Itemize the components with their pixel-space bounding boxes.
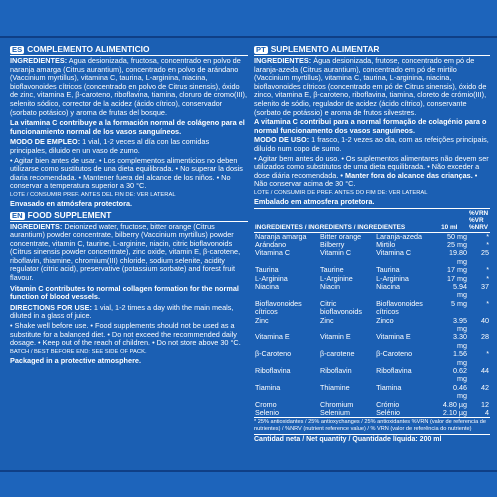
es-usage xyxy=(10,138,248,155)
table-row xyxy=(254,283,490,300)
nutrient-es: Naranja amarga xyxy=(255,231,307,241)
table-row xyxy=(254,317,490,334)
table-row xyxy=(254,350,490,367)
nutrient-es: Zinc xyxy=(255,315,269,325)
nutrient-es: Arándano xyxy=(255,239,287,249)
en-usage-label: DIRECTIONS FOR USE: xyxy=(10,302,92,312)
nutrition-header: INGREDIENTES / INGREDIENTS / INGREDIENTES xyxy=(254,208,440,232)
nutrient-pt: Mirtilo xyxy=(376,239,396,249)
nutrient-amount: 17 mg xyxy=(447,265,467,275)
left-column xyxy=(10,44,248,366)
es-badge: ES xyxy=(12,45,23,54)
pt-warnings-text: • Agitar bem antes do uso. • Os suplementos alimentares não devem ser utilizados como substitutos de uma dieta equilibrada. • Não exceder a dose diária recomendada. xyxy=(254,153,489,180)
table-row xyxy=(254,384,490,401)
es-ingredients xyxy=(10,57,248,117)
nutrient-es: Niacina xyxy=(255,281,279,291)
nutrient-pt: Crómio xyxy=(376,399,400,409)
pt-usage xyxy=(254,136,490,153)
nutrient-amount: 5 mg xyxy=(451,298,467,308)
nutrient-percent: * xyxy=(486,239,489,249)
nutrient-pt: Zinco xyxy=(376,315,394,325)
es-usage-text: 1 vial, 1-2 veces al día con las comidas principales, diluido en un vaso de zumo. xyxy=(10,137,210,155)
pt-title: SUPLEMENTO ALIMENTAR xyxy=(270,44,380,54)
nutrient-en: Vitamin C xyxy=(320,248,352,258)
nutrient-pt: Vitamina C xyxy=(376,248,412,258)
nutrient-en: Vitamin E xyxy=(320,332,351,342)
nutrient-es: Riboflavina xyxy=(255,366,291,375)
nutrient-amount: 0.62 mg xyxy=(453,366,467,384)
nutrient-amount: 5.94 mg xyxy=(453,281,467,300)
nutrient-percent: 37 xyxy=(481,281,489,291)
label-top-edge xyxy=(0,0,497,38)
nutrient-percent: * xyxy=(486,273,489,283)
en-warnings: • Shake well before use. • Food supplements should not be used as a substitute for a balanced diet. • Do not exceed the recommended daily dosage. • Keep out of the reach of children. • Do not store above 30 °C. xyxy=(10,321,241,348)
nutrient-amount: 3.95 mg xyxy=(453,315,467,333)
en-badge: EN xyxy=(12,210,23,220)
table-row xyxy=(254,249,490,266)
nutrient-pt: Vitamina E xyxy=(376,332,411,342)
table-row xyxy=(254,333,490,350)
nutrient-es: Bioflavonoides cítricos xyxy=(255,298,302,317)
nutrient-en: Niacin xyxy=(320,281,341,291)
es-ingredients-text: Agua desionizada, fructosa, concentrado en polvo de naranja amarga (Citrus aurantium), concentrado en polvo de arándano (Vaccinium myrtillus), vitamina C, taurina, L-arginina, niacina, bioflavonoides cítricos (concentrado en polvo de Citrus sinensis), óxido de zinc, vitamina E, β-caroteno, riboflavina, tiamina, cloruro de cromo(III), selenito sódico, corrector de la acidez (ácido cítrico), conservador (sorbato potásico) y aroma de frutas del bosque. xyxy=(10,56,247,117)
nutrient-en: Zinc xyxy=(320,315,334,325)
pt-ingredients-label: INGREDIENTES: xyxy=(254,56,312,65)
pt-header xyxy=(254,44,490,54)
nutrient-amount: 19.80 mg xyxy=(449,248,467,266)
nutrient-percent: * xyxy=(486,298,489,308)
nutrient-en: Riboflavin xyxy=(320,366,352,375)
nutrient-es: Taurina xyxy=(255,265,279,275)
nutrient-percent: 42 xyxy=(481,382,489,392)
en-ingredients xyxy=(10,223,248,283)
pt-packaged: Embalado em atmosfera protetora. xyxy=(254,196,375,206)
nutrient-en: Citric bioflavonoids xyxy=(320,298,362,317)
nutrient-pt: Bioflavonoides cítricos xyxy=(376,298,423,317)
en-title: FOOD SUPPLEMENT xyxy=(27,209,112,220)
nutrient-en: β-carotene xyxy=(320,349,355,359)
pt-usage-text: 1 frasco, 1-2 vezes ao dia, com as refeições principais, diluído num copo de sumo. xyxy=(254,135,489,153)
pt-ingredients xyxy=(254,57,490,117)
en-header xyxy=(10,210,248,220)
nutrient-percent: 40 xyxy=(481,315,489,325)
nutrient-amount: 4.80 µg xyxy=(442,399,467,409)
table-row xyxy=(254,367,490,384)
nutrient-amount: 2.10 µg xyxy=(442,408,467,418)
nutrient-en: Chromium xyxy=(320,399,354,409)
nutrient-es: Cromo xyxy=(255,399,277,409)
nutrient-amount: 25 mg xyxy=(447,239,467,249)
nutrient-pt: Taurina xyxy=(376,265,400,275)
pt-warnings-bold: • Manter fora do alcance das crianças. xyxy=(340,170,473,180)
en-lot: BATCH / BEST BEFORE END: SEE SIDE OF PACK. xyxy=(10,348,147,355)
pt-claim: A vitamina C contribui para a normal formação de colagénio para o normal funcionamento dos vasos sanguíneos. xyxy=(254,117,487,135)
en-usage xyxy=(10,304,248,321)
nutrient-pt: L-Arginina xyxy=(376,273,409,283)
nutrient-amount: 3.30 mg xyxy=(453,332,467,350)
nutrition-body xyxy=(254,232,490,417)
nutrient-percent: * xyxy=(486,231,489,241)
nutrition-vrn-header: %VRN %VR %NRV xyxy=(469,209,489,231)
nutrient-pt: Selénio xyxy=(376,408,401,418)
es-warnings: • Agitar bien antes de usar. • Los complementos alimenticios no deben utilizarse como sustitutos de una dieta equilibrada. • No superar la dosis diaria recomendada. • Mantener fuera del alcance de los niños. • No conservar a temperatura superior a 30 °C. xyxy=(10,155,243,191)
en-packaged: Packaged in a protective atmosphere. xyxy=(10,355,141,365)
nutrition-table xyxy=(254,208,490,418)
nutrient-en: Taurine xyxy=(320,265,344,275)
nutrient-amount: 50 mg xyxy=(447,231,467,241)
net-quantity: Cantidad neta / Net quantity / Quantidade líquida: 200 ml xyxy=(254,434,490,445)
nutrient-en: Thiamine xyxy=(320,382,350,392)
nutrient-es: Selenio xyxy=(255,408,279,418)
pt-lot: LOTE / CONSUMIR DE PREF. ANTES DO FIM DE: VER LATERAL xyxy=(254,189,428,196)
table-row xyxy=(254,300,490,317)
nutrient-en: L-Arginine xyxy=(320,273,353,283)
es-usage-label: MODO DE EMPLEO: xyxy=(10,137,81,147)
nutrient-en: Selenium xyxy=(320,408,350,418)
nutrient-pt: β-Caroteno xyxy=(376,349,413,359)
nutrient-en: Bilberry xyxy=(320,239,345,249)
nutrient-percent: 28 xyxy=(481,332,489,342)
pt-ingredients-text: Água desionizada, frutose, concentrado em pó de laranja-azeda (Citrus aurantium), concentrado em pó de mirtilo (Vaccinium myrtillus), vitamina C, taurina, L-arginina, niacina, bioflavonoides cítricos (concentrado em pó de Citrus sinensis), óxido de zinco, vitamina E, β-caroteno, riboflavina, tiamina, cloreto de crómio(III), selenito de sódio, regulador de acidez (ácido cítrico), conservante (sorbato de potássio) e aroma de frutos silvestres. xyxy=(254,56,487,117)
en-ingredients-label: INGREDIENTS: xyxy=(10,221,63,231)
nutrient-amount: 17 mg xyxy=(447,273,467,283)
nutrient-es: β-Caroteno xyxy=(255,349,292,359)
nutrition-header-row xyxy=(254,208,490,232)
es-ingredients-label: INGREDIENTES: xyxy=(10,56,68,65)
es-claim: La vitamina C contribuye a la formación normal de colágeno para el funcionamiento normal de los vasos sanguíneos. xyxy=(10,118,245,136)
nutrient-percent: 4 xyxy=(485,408,489,418)
pt-badge: PT xyxy=(256,45,266,54)
nutrient-pt: Tiamina xyxy=(376,382,402,392)
es-lot: LOTE / CONSUMIR PREF. ANTES DEL FIN DE: VER LATERAL xyxy=(10,191,176,198)
nutrient-percent: 12 xyxy=(481,399,489,409)
nutrient-es: Tiamina xyxy=(255,382,281,392)
pt-warnings xyxy=(254,155,490,189)
es-packaged: Envasado en atmósfera protectora. xyxy=(10,198,133,208)
nutrient-en: Bitter orange xyxy=(320,231,362,241)
es-title: COMPLEMENTO ALIMENTICIO xyxy=(27,44,150,54)
nutrient-percent: 25 xyxy=(481,248,489,258)
nutrition-dose-header: 10 ml xyxy=(440,208,468,232)
table-row xyxy=(254,409,490,417)
label-bottom-edge xyxy=(0,470,497,497)
en-usage-text: 1 vial, 1-2 times a day with the main meals, diluted in a glass of juice. xyxy=(10,302,234,321)
nutrient-pt: Laranja-azeda xyxy=(376,231,423,241)
pt-usage-label: MODO DE USO: xyxy=(254,135,310,145)
nutrient-es: Vitamina C xyxy=(255,248,291,258)
nutrient-amount: 0.46 mg xyxy=(453,382,467,401)
en-ingredients-text: Deionized water, fructose, bitter orange (Citrus aurantium) powder concentrate, bilberry (Vaccinium myrtillus) powder concentrate, vitamin C, taurine, L-arginine, niacin, citric bioflavonoids (Citrus sinensis powder concentrate), zinc oxide, vitamin E, β-carotene, riboflavin, thiamine, chromium(III) chloride, sodium selenite, acidity regulator (citric acid), preservative (potassium sorbate) and forest fruit flavour. xyxy=(10,221,241,283)
pt-warnings-tail: • Não conservar acima de 30 °C. xyxy=(254,170,478,189)
right-column xyxy=(254,44,490,444)
nutrition-footnote: * 25% antioxidantes / 25% antioxychanges / 25% antioxidantes %VRN (valor de referencia de nutrientes) / %NRV (nutrient reference value) / % VRN (valor de referência do nutriente) xyxy=(254,417,490,432)
es-header xyxy=(10,44,248,54)
nutrient-es: L-Arginina xyxy=(255,273,288,283)
nutrient-pt: Riboflavina xyxy=(376,366,412,375)
nutrient-percent: * xyxy=(486,265,489,275)
nutrient-amount: 1.56 mg xyxy=(453,349,467,367)
en-claim: Vitamin C contributes to normal collagen formation for the normal function of blood vessels. xyxy=(10,283,239,302)
nutrient-percent: 44 xyxy=(481,366,489,375)
nutrient-pt: Niacina xyxy=(376,281,401,291)
nutrient-percent: * xyxy=(486,349,489,359)
nutrient-es: Vitamina E xyxy=(255,332,290,342)
